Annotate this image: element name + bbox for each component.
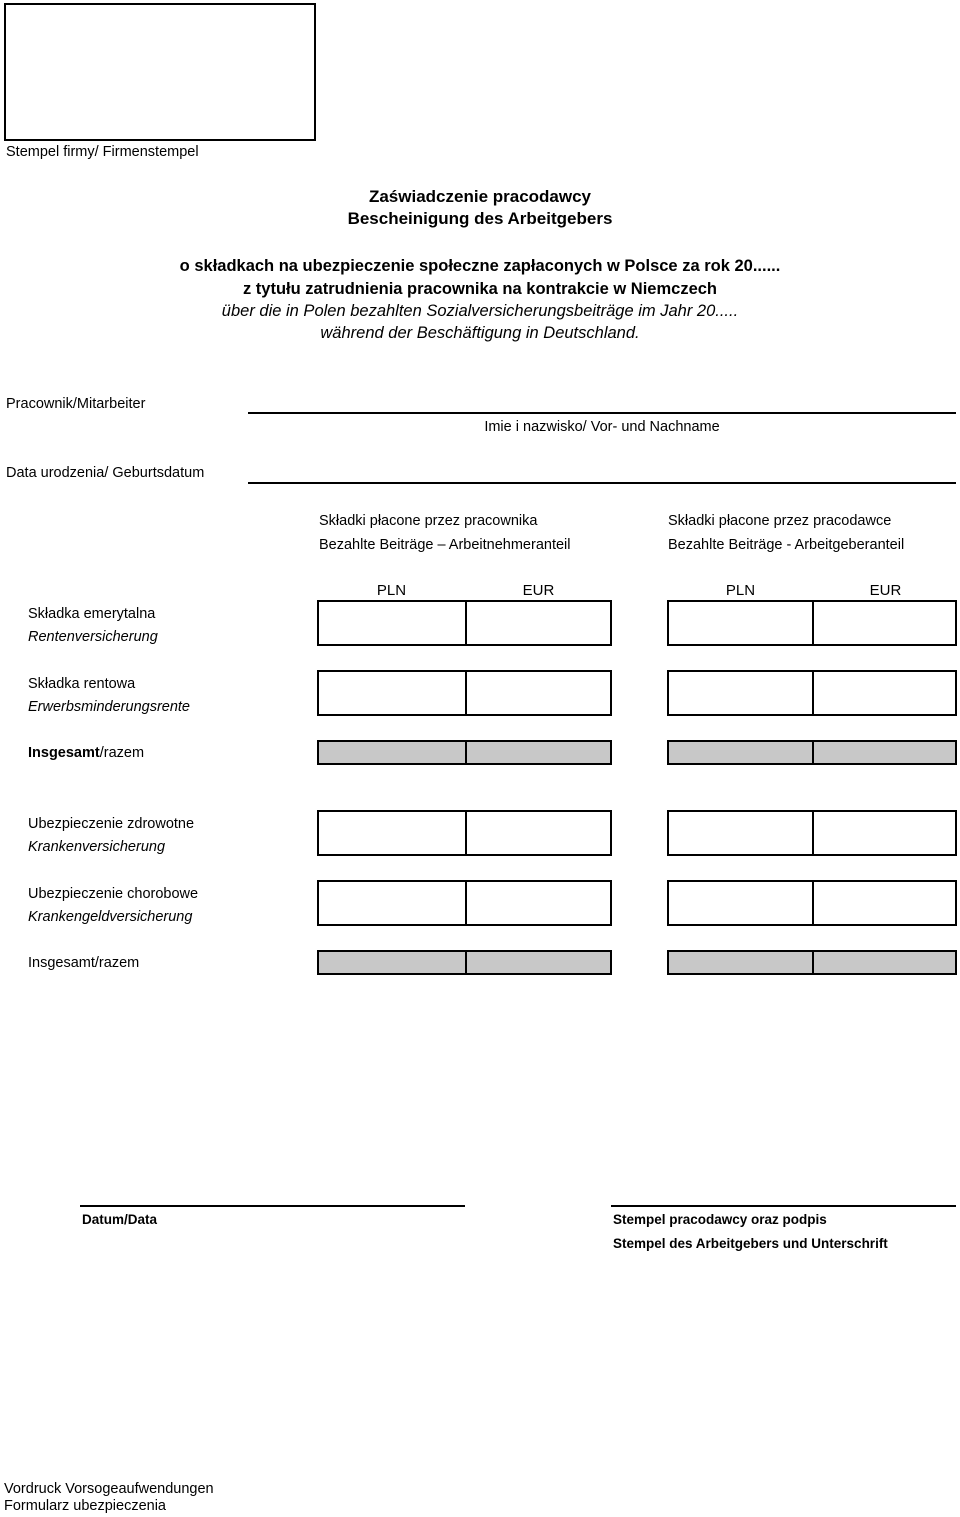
health-employer-eur-cell[interactable] <box>812 810 957 856</box>
birth-label: Data urodzenia/ Geburtsdatum <box>6 465 205 481</box>
company-stamp-label: Stempel firmy/ Firmenstempel <box>6 144 199 160</box>
pension-employee-eur-cell[interactable] <box>465 600 612 646</box>
total2-employer-eur-cell[interactable] <box>812 950 957 975</box>
name-caption: Imie i nazwisko/ Vor- und Nachname <box>484 419 720 435</box>
title-de: Bescheinigung des Arbeitgebers <box>347 209 613 228</box>
pension-employer-eur-cell[interactable] <box>812 600 957 646</box>
sickness-employer-eur-cell[interactable] <box>812 880 957 926</box>
employer-head-de: Bezahlte Beiträge - Arbeitgeberanteil <box>668 537 905 553</box>
subtitle-de-1: über die in Polen bezahlten Sozialversicherungsbeiträge im Jahr 20..... <box>221 302 739 320</box>
birth-line[interactable] <box>248 482 956 484</box>
health-employer-pln-cell[interactable] <box>667 810 814 856</box>
total1-label-rest: /razem <box>99 745 145 761</box>
pension-label-de: Rentenversicherung <box>28 629 158 645</box>
currency-eur-employer: EUR <box>869 582 902 599</box>
disability-label-pl: Składka rentowa <box>28 676 136 692</box>
subtitle-pl-2: z tytułu zatrudnienia pracownika na kontrakcie w Niemczech <box>242 280 718 298</box>
currency-pln-employer: PLN <box>725 582 756 599</box>
currency-pln-employee: PLN <box>376 582 407 599</box>
total1-employer-eur-cell[interactable] <box>812 740 957 765</box>
employee-head-de: Bezahlte Beiträge – Arbeitnehmeranteil <box>319 537 571 553</box>
sickness-employee-eur-cell[interactable] <box>465 880 612 926</box>
subtitle-de-2: während der Beschäftigung in Deutschland. <box>320 324 640 342</box>
total1-employer-pln-cell[interactable] <box>667 740 814 765</box>
signature-line[interactable] <box>611 1205 956 1207</box>
disability-label-de: Erwerbsminderungsrente <box>28 699 190 715</box>
pension-employer-pln-cell[interactable] <box>667 600 814 646</box>
footer-line-2: Formularz ubezpieczenia <box>4 1498 166 1514</box>
disability-employee-pln-cell[interactable] <box>317 670 467 716</box>
health-employee-pln-cell[interactable] <box>317 810 467 856</box>
sickness-label-pl: Ubezpieczenie chorobowe <box>28 886 199 902</box>
name-line[interactable] <box>248 412 956 414</box>
date-label: Datum/Data <box>82 1212 158 1227</box>
title-pl: Zaświadczenie pracodawcy <box>368 187 592 206</box>
disability-employer-eur-cell[interactable] <box>812 670 957 716</box>
disability-employer-pln-cell[interactable] <box>667 670 814 716</box>
currency-eur-employee: EUR <box>522 582 555 599</box>
total2-employee-pln-cell[interactable] <box>317 950 467 975</box>
subtitle-pl-1: o składkach na ubezpieczenie społeczne zapłaconych w Polsce za rok 20...... <box>179 257 781 275</box>
employee-label: Pracownik/Mitarbeiter <box>6 396 146 412</box>
total1-label <box>28 745 144 761</box>
total2-employee-eur-cell[interactable] <box>465 950 612 975</box>
signature-label-pl: Stempel pracodawcy oraz podpis <box>613 1212 827 1227</box>
total1-label-bold: Insgesamt <box>28 745 100 761</box>
disability-employee-eur-cell[interactable] <box>465 670 612 716</box>
total1-employee-pln-cell[interactable] <box>317 740 467 765</box>
total1-employee-eur-cell[interactable] <box>465 740 612 765</box>
health-label-de: Krankenversicherung <box>28 839 166 855</box>
date-line[interactable] <box>80 1205 465 1207</box>
sickness-employee-pln-cell[interactable] <box>317 880 467 926</box>
sickness-label-de: Krankengeldversicherung <box>28 909 193 925</box>
total2-label: Insgesamt/razem <box>28 955 140 971</box>
pension-label-pl: Składka emerytalna <box>28 606 156 622</box>
health-employee-eur-cell[interactable] <box>465 810 612 856</box>
total2-employer-pln-cell[interactable] <box>667 950 814 975</box>
sickness-employer-pln-cell[interactable] <box>667 880 814 926</box>
employee-head-pl: Składki płacone przez pracownika <box>319 513 538 529</box>
pension-employee-pln-cell[interactable] <box>317 600 467 646</box>
employer-head-pl: Składki płacone przez pracodawce <box>668 513 892 529</box>
footer-line-1: Vordruck Vorsogeaufwendungen <box>4 1481 214 1497</box>
company-stamp-box <box>4 3 316 141</box>
health-label-pl: Ubezpieczenie zdrowotne <box>28 816 195 832</box>
signature-label-de: Stempel des Arbeitgebers und Unterschrift <box>613 1236 888 1251</box>
